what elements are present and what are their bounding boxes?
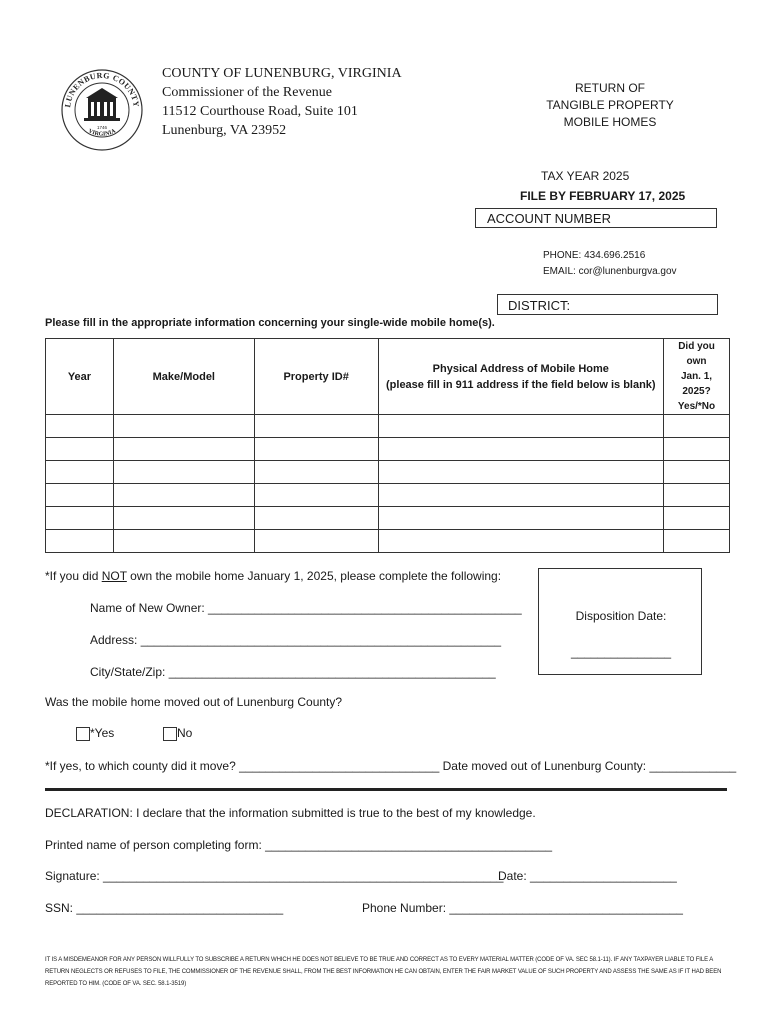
make-model-cell[interactable] bbox=[113, 461, 254, 484]
col-header-address-title: Physical Address of Mobile Home bbox=[432, 362, 609, 375]
county-seal bbox=[60, 68, 144, 152]
account-number-label: ACCOUNT NUMBER bbox=[487, 211, 611, 226]
address-cell[interactable] bbox=[378, 530, 663, 553]
year-cell[interactable] bbox=[46, 461, 114, 484]
col-header-year: Year bbox=[46, 339, 114, 415]
col-header-property-id: Property ID# bbox=[254, 339, 378, 415]
property-id-cell[interactable] bbox=[254, 507, 378, 530]
file-by-date: FILE BY FEBRUARY 17, 2025 bbox=[520, 189, 686, 203]
owned-cell[interactable] bbox=[664, 484, 730, 507]
col-header-address-note: (please fill in 911 address if the field below is blank) bbox=[386, 378, 656, 391]
yes-label: *Yes bbox=[90, 726, 115, 740]
office-email: EMAIL: cor@lunenburgva.gov bbox=[543, 266, 677, 277]
no-checkbox[interactable] bbox=[163, 727, 177, 741]
ssn-field[interactable]: SSN: _______________________________ bbox=[45, 901, 284, 915]
property-id-cell[interactable] bbox=[254, 530, 378, 553]
mobile-home-table bbox=[45, 338, 730, 553]
table-row bbox=[46, 484, 730, 507]
office-title: Commissioner of the Revenue bbox=[162, 85, 332, 100]
address-cell[interactable] bbox=[378, 507, 663, 530]
col-header-owned-line5: Yes/*No bbox=[677, 401, 716, 412]
district-label: DISTRICT: bbox=[508, 298, 571, 313]
year-cell[interactable] bbox=[46, 438, 114, 461]
make-model-cell[interactable] bbox=[113, 484, 254, 507]
address-cell[interactable] bbox=[378, 461, 663, 484]
make-model-cell[interactable] bbox=[113, 530, 254, 553]
office-address-line2: Lunenburg, VA 23952 bbox=[162, 123, 287, 138]
form-title-line1: RETURN OF bbox=[575, 81, 645, 95]
owned-cell[interactable] bbox=[664, 438, 730, 461]
moved-no-option[interactable] bbox=[163, 726, 192, 741]
property-id-cell[interactable] bbox=[254, 484, 378, 507]
not-owned-prefix: *If you did bbox=[45, 569, 102, 583]
table-row bbox=[46, 461, 730, 484]
year-cell[interactable] bbox=[46, 415, 114, 438]
year-cell[interactable] bbox=[46, 507, 114, 530]
property-id-cell[interactable] bbox=[254, 415, 378, 438]
office-address-block bbox=[162, 64, 402, 140]
year-cell[interactable] bbox=[46, 530, 114, 553]
table-row bbox=[46, 507, 730, 530]
property-id-cell[interactable] bbox=[254, 438, 378, 461]
owned-cell[interactable] bbox=[664, 461, 730, 484]
account-number-field[interactable] bbox=[475, 208, 717, 228]
form-title-line2: TANGIBLE PROPERTY bbox=[546, 98, 674, 112]
seal-ring-bottom: VIRGINIA bbox=[87, 128, 117, 138]
col-header-make-model: Make/Model bbox=[113, 339, 254, 415]
seal-year: 1746 bbox=[96, 125, 108, 130]
col-header-owned-line3: Jan. 1, bbox=[680, 371, 713, 382]
make-model-cell[interactable] bbox=[113, 415, 254, 438]
not-owned-instruction bbox=[45, 569, 501, 583]
office-phone: PHONE: 434.696.2516 bbox=[543, 250, 646, 261]
phone-number-field[interactable]: Phone Number: ___________________________________ bbox=[362, 901, 683, 915]
col-header-owned-line1: Did you bbox=[678, 341, 715, 352]
moved-question: Was the mobile home moved out of Lunenburg County? bbox=[45, 695, 343, 709]
tax-year: TAX YEAR 2025 bbox=[541, 169, 630, 183]
col-header-owned-line2: own bbox=[686, 356, 707, 367]
signature-field[interactable]: Signature: ____________________________________________________________ bbox=[45, 869, 504, 883]
table-row bbox=[46, 530, 730, 553]
disposition-date-box[interactable] bbox=[538, 568, 702, 675]
table-row bbox=[46, 438, 730, 461]
address-cell[interactable] bbox=[378, 415, 663, 438]
no-label: No bbox=[177, 726, 193, 740]
county-name: COUNTY OF LUNENBURG, VIRGINIA bbox=[162, 66, 402, 81]
year-cell[interactable] bbox=[46, 484, 114, 507]
legal-notice: IT IS A MISDEMEANOR FOR ANY PERSON WILLFULLY TO SUBSCRIBE A RETURN WHICH HE DOES NOT BELIEVE TO BE TRUE AND CORRECT AS TO EVERY MATERIAL MATTER (CODE OF VA. SEC 58.1-11). IF ANY TAXPAYER LIABLE TO FILE A RETURN NEGLECTS OR REFUSES TO FILE, THE COMMISSIONER OF THE REVENUE SHALL, FROM THE BEST INFORMATION HE CAN OBTAIN, ENTER THE FAIR MARKET VALUE OF SUCH PROPERTY AND ASSESS THE SAME AS IF IT HAD BEEN REPORTED TO HIM. (CODE OF VA. SEC. 58.1-3519) bbox=[45, 957, 722, 987]
property-id-cell[interactable] bbox=[254, 461, 378, 484]
which-county-field[interactable]: *If yes, to which county did it move? ______________________________ Date moved out of Lunenburg County: _____________ bbox=[45, 759, 737, 773]
address-cell[interactable] bbox=[378, 484, 663, 507]
date-field[interactable]: Date: ______________________ bbox=[498, 869, 677, 883]
col-header-physical-address bbox=[378, 339, 663, 415]
table-header-row bbox=[46, 339, 730, 415]
office-address-line1: 11512 Courthouse Road, Suite 101 bbox=[162, 104, 358, 119]
owned-cell[interactable] bbox=[664, 530, 730, 553]
new-owner-city-field[interactable]: City/State/Zip: _________________________________________________ bbox=[90, 665, 496, 679]
form-title-line3: MOBILE HOMES bbox=[563, 115, 657, 129]
declaration-text: DECLARATION: I declare that the information submitted is true to the best of my knowledge. bbox=[45, 806, 536, 820]
owned-cell[interactable] bbox=[664, 415, 730, 438]
disposition-date-line: _______________ bbox=[570, 645, 672, 659]
table-row bbox=[46, 415, 730, 438]
col-header-owned-line4: 2025? bbox=[682, 386, 711, 397]
form-title-block bbox=[520, 80, 700, 131]
printed-name-field[interactable]: Printed name of person completing form: ___________________________________________ bbox=[45, 838, 553, 852]
seal-ring-top: LUNENBURG COUNTY bbox=[63, 70, 141, 109]
new-owner-address-field[interactable]: Address: ______________________________________________________ bbox=[90, 633, 502, 647]
disposition-date-label: Disposition Date: bbox=[575, 609, 667, 623]
table-instruction: Please fill in the appropriate information concerning your single-wide mobile home(s). bbox=[45, 317, 495, 329]
make-model-cell[interactable] bbox=[113, 507, 254, 530]
not-owned-emphasis: NOT bbox=[101, 569, 127, 583]
owned-cell[interactable] bbox=[664, 507, 730, 530]
new-owner-field[interactable]: Name of New Owner: _______________________________________________ bbox=[90, 601, 522, 615]
district-field[interactable] bbox=[497, 294, 718, 315]
yes-checkbox[interactable] bbox=[76, 727, 90, 741]
make-model-cell[interactable] bbox=[113, 438, 254, 461]
col-header-owned bbox=[664, 339, 730, 415]
moved-yes-option[interactable] bbox=[76, 726, 114, 741]
section-divider bbox=[45, 788, 727, 791]
not-owned-suffix: own the mobile home January 1, 2025, please complete the following: bbox=[126, 569, 502, 583]
address-cell[interactable] bbox=[378, 438, 663, 461]
